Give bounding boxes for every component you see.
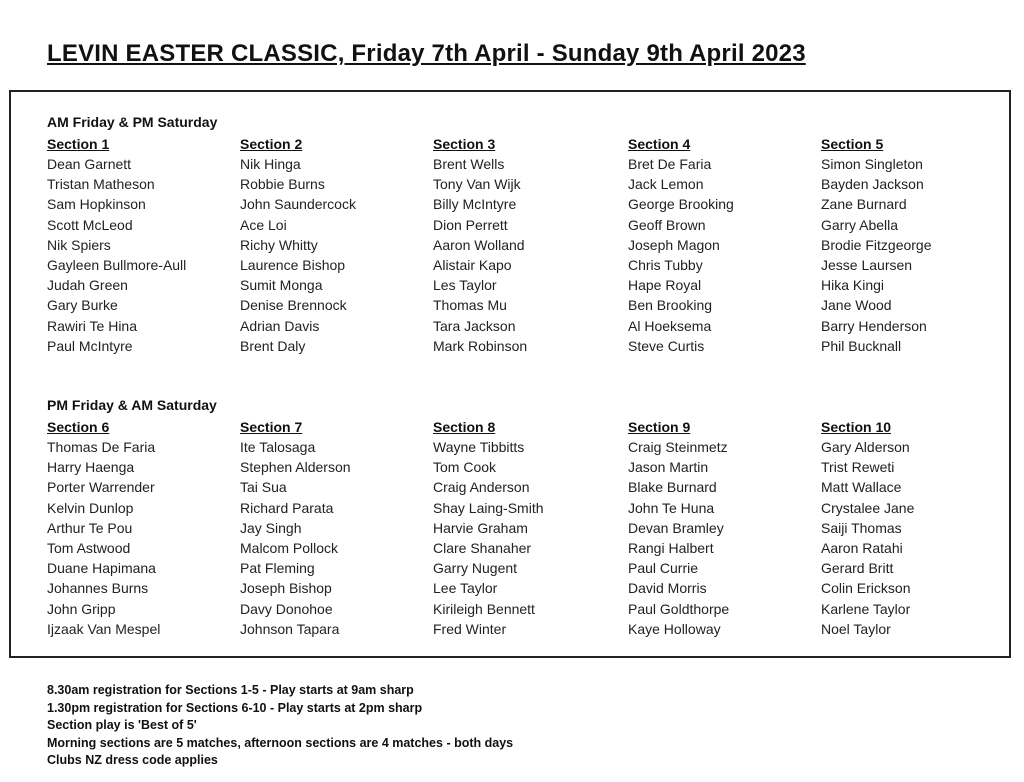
player-name: Hape Royal — [628, 277, 702, 294]
player-name: Clare Shanaher — [433, 539, 532, 556]
player-name: Laurence Bishop — [240, 256, 346, 273]
player-name: Jason Martin — [628, 459, 709, 476]
player-name: Wayne Tibbitts — [433, 439, 525, 455]
player-name: Simon Singleton — [821, 156, 923, 172]
player-name: Paul Currie — [628, 560, 699, 577]
player-name: Les Taylor — [433, 277, 497, 294]
player-name: Noel Taylor — [821, 620, 891, 637]
player-name: Thomas Mu — [433, 297, 507, 314]
section-column — [433, 417, 623, 639]
section-heading: Section 4 — [628, 136, 691, 152]
note-line: Clubs NZ dress code applies — [47, 753, 218, 767]
player-name: Johnson Tapara — [240, 620, 340, 637]
player-name: John Saundercock — [240, 196, 356, 213]
section-heading: Section 9 — [628, 419, 691, 435]
section-column — [47, 417, 237, 639]
player-name: Tai Sua — [240, 479, 287, 496]
player-name: John Te Huna — [628, 499, 715, 516]
note-line: 8.30am registration for Sections 1-5 - Play starts at 9am sharp — [47, 683, 414, 697]
player-name: Gary Burke — [47, 297, 118, 314]
player-name: Craig Anderson — [433, 479, 530, 496]
player-name: Joseph Bishop — [240, 580, 332, 597]
player-name: Bayden Jackson — [821, 176, 924, 193]
player-name: Karlene Taylor — [821, 600, 911, 617]
player-name: Shay Laing-Smith — [433, 499, 544, 516]
player-name: Denise Brennock — [240, 297, 347, 314]
player-name: Colin Erickson — [821, 580, 911, 597]
player-name: Zane Burnard — [821, 196, 907, 213]
section-column — [240, 134, 430, 356]
player-name: Ijzaak Van Mespel — [47, 620, 161, 637]
player-name: Billy McIntyre — [433, 196, 517, 213]
section-column — [628, 417, 818, 639]
player-name: Robbie Burns — [240, 176, 325, 193]
player-name: Phil Bucknall — [821, 337, 902, 354]
section-heading: Section 1 — [47, 136, 110, 152]
player-name: Blake Burnard — [628, 479, 717, 496]
player-name: Brent Daly — [240, 337, 306, 354]
player-name: Malcom Pollock — [240, 539, 339, 556]
player-name: Bret De Faria — [628, 156, 712, 172]
section-heading: Section 6 — [47, 419, 110, 435]
player-name: Ben Brooking — [628, 297, 713, 314]
notes — [47, 682, 513, 770]
player-name: Ace Loi — [240, 216, 287, 233]
player-name: Paul McIntyre — [47, 337, 133, 354]
player-name: Lee Taylor — [433, 580, 498, 597]
note-line: 1.30pm registration for Sections 6-10 - Play starts at 2pm sharp — [47, 700, 423, 715]
section-column — [433, 134, 623, 356]
player-name: Harvie Graham — [433, 519, 528, 536]
draw-box — [9, 90, 1011, 658]
player-name: Scott McLeod — [47, 216, 133, 233]
player-name: Steve Curtis — [628, 337, 705, 354]
page-title: LEVIN EASTER CLASSIC, Friday 7th April - Sunday 9th April 2023 — [47, 40, 806, 67]
section-heading: Section 5 — [821, 136, 884, 152]
player-name: Crystalee Jane — [821, 499, 915, 516]
group-title-am-friday: AM Friday & PM Saturday — [47, 114, 218, 130]
player-name: Gary Alderson — [821, 439, 910, 455]
player-name: Brodie Fitzgeorge — [821, 236, 932, 253]
player-name: Gayleen Bullmore-Aull — [47, 256, 187, 273]
player-name: Davy Donohoe — [240, 600, 333, 617]
player-name: Fred Winter — [433, 620, 507, 637]
player-name: Nik Hinga — [240, 156, 301, 172]
player-name: Hika Kingi — [821, 277, 885, 294]
note-line: Section play is 'Best of 5' — [47, 718, 197, 732]
player-name: Paul Goldthorpe — [628, 600, 730, 617]
player-name: Rawiri Te Hina — [47, 317, 137, 334]
player-name: Sam Hopkinson — [47, 196, 146, 213]
player-name: Joseph Magon — [628, 236, 720, 253]
note-line: Morning sections are 5 matches, afternoon sections are 4 matches - both days — [47, 735, 514, 750]
player-name: John Gripp — [47, 600, 116, 617]
player-name: Pat Fleming — [240, 560, 315, 577]
player-name: Jane Wood — [821, 297, 892, 314]
player-name: Tristan Matheson — [47, 176, 155, 193]
player-name: Brent Wells — [433, 156, 505, 172]
player-name: Sumit Monga — [240, 277, 323, 294]
player-name: Nik Spiers — [47, 236, 111, 253]
section-column — [628, 134, 818, 356]
player-name: Craig Steinmetz — [628, 439, 728, 455]
section-column — [821, 134, 1011, 356]
player-name: Rangi Halbert — [628, 539, 714, 556]
player-name: Al Hoeksema — [628, 317, 712, 334]
player-name: Porter Warrender — [47, 479, 155, 496]
player-name: Kirileigh Bennett — [433, 600, 535, 617]
player-name: Tara Jackson — [433, 317, 516, 334]
player-name: David Morris — [628, 580, 707, 597]
section-heading: Section 7 — [240, 419, 303, 435]
player-name: Garry Abella — [821, 216, 899, 233]
player-name: Geoff Brown — [628, 216, 706, 233]
player-name: Richard Parata — [240, 499, 334, 516]
group-title-pm-friday: PM Friday & AM Saturday — [47, 397, 217, 413]
player-name: Aaron Ratahi — [821, 539, 903, 556]
player-name: Thomas De Faria — [47, 439, 156, 455]
player-name: Chris Tubby — [628, 256, 703, 273]
player-name: Aaron Wolland — [433, 236, 525, 253]
player-name: Trist Reweti — [821, 459, 895, 476]
player-name: Kelvin Dunlop — [47, 499, 134, 516]
player-name: Duane Hapimana — [47, 560, 156, 577]
player-name: Judah Green — [47, 277, 128, 294]
player-name: Stephen Alderson — [240, 459, 351, 476]
player-name: Richy Whitty — [240, 236, 318, 253]
section-heading: Section 3 — [433, 136, 496, 152]
section-column — [821, 417, 1011, 639]
player-name: Dean Garnett — [47, 156, 132, 172]
player-name: Matt Wallace — [821, 479, 902, 496]
player-name: Tony Van Wijk — [433, 176, 521, 193]
player-name: Arthur Te Pou — [47, 519, 133, 536]
player-name: Johannes Burns — [47, 580, 149, 597]
player-name: Devan Bramley — [628, 519, 724, 536]
player-name: Jack Lemon — [628, 176, 704, 193]
player-name: Jay Singh — [240, 519, 302, 536]
player-name: Gerard Britt — [821, 560, 894, 577]
player-name: Saiji Thomas — [821, 519, 902, 536]
section-column — [47, 134, 237, 356]
player-name: Ite Talosaga — [240, 439, 316, 455]
player-name: Dion Perrett — [433, 216, 508, 233]
player-name: Barry Henderson — [821, 317, 927, 334]
player-name: Mark Robinson — [433, 337, 528, 354]
player-name: Harry Haenga — [47, 459, 135, 476]
player-name: George Brooking — [628, 196, 734, 213]
player-name: Kaye Holloway — [628, 620, 721, 637]
player-name: Tom Astwood — [47, 539, 131, 556]
section-heading: Section 10 — [821, 419, 892, 435]
player-name: Garry Nugent — [433, 560, 518, 577]
player-name: Tom Cook — [433, 459, 497, 476]
section-heading: Section 2 — [240, 136, 303, 152]
section-column — [240, 417, 430, 639]
player-name: Jesse Laursen — [821, 256, 913, 273]
section-heading: Section 8 — [433, 419, 496, 435]
player-name: Adrian Davis — [240, 317, 320, 334]
player-name: Alistair Kapo — [433, 256, 512, 273]
